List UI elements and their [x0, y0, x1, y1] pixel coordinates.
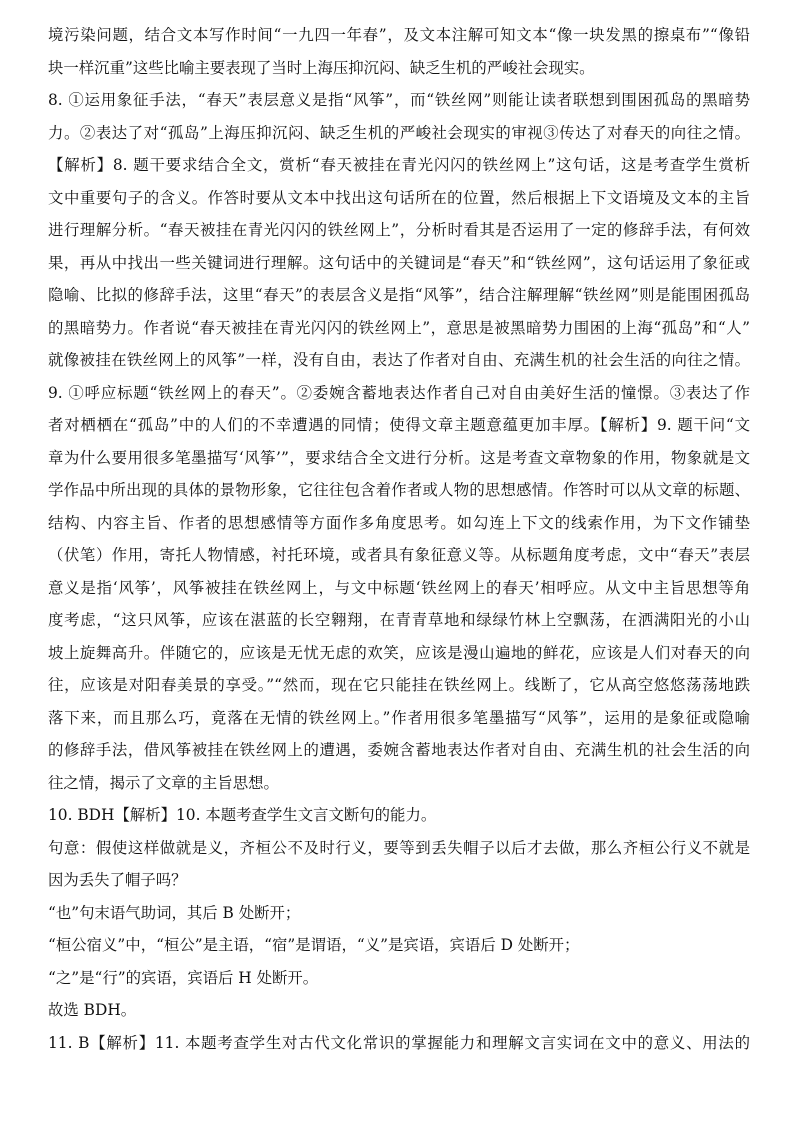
text-line: “之”是“行”的宾语，宾语后 H 处断开。 — [48, 968, 319, 987]
text-line: 进行理解分析。“春天被挂在青光闪闪的铁丝网上”，分析时看其是否运用了一定的修辞手法，有何效 — [48, 221, 750, 239]
text-line: 因为丢失了帽子吗？ — [48, 871, 187, 889]
text-line: 往之情，揭示了文章的主旨思想。 — [48, 773, 279, 792]
text-line: 果，再从中找出一些关键词进行理解。这句话中的关键词是“春天”和“铁丝网”，这句话运用了象征或 — [48, 253, 750, 272]
answer-text-body — [48, 19, 750, 1059]
text-line: 落下来，而且那么巧，竟落在无情的铁丝网上。”作者用很多笔墨描写“风筝”，运用的是象征或隐喻 — [48, 708, 750, 727]
text-line: 境污染问题，结合文本写作时间“一九四一年春”，及文本注解可知文本“像一块发黑的擦桌布”“像铅 — [48, 26, 750, 44]
text-line: 意义是指‘风筝’，风筝被挂在铁丝网上，与文中标题‘铁丝网上的春天’相呼应。从文中主旨思想等角 — [48, 578, 750, 597]
text-line: 学作品中所出现的具体的景物形象，它往往包含着作者或人物的思想感情。作答时可以从文章的标题、 — [48, 481, 750, 499]
text-line: 者对栖栖在“孤岛”中的人们的不幸遭遇的同情；使得文章主题意蕴更加丰厚。【解析】9. 题干问“文 — [48, 416, 750, 434]
text-line: 力。②表达了对“孤岛”上海压抑沉闷、缺乏生机的严峻社会现实的审视③传达了对春天的向往之情。 — [48, 123, 750, 142]
text-line: 的黑暗势力。作者说“春天被挂在青光闪闪的铁丝网上”，意思是被黑暗势力围困的上海“孤岛”和“人” — [48, 318, 750, 337]
text-line: 块一样沉重”这些比喻主要表现了当时上海压抑沉闷、缺乏生机的严峻社会现实。 — [48, 58, 595, 77]
text-line: 就像被挂在铁丝网上的风筝”一样，没有自由，表达了作者对自由、充满生机的社会生活的向往之情。 — [48, 351, 750, 369]
text-line: 文中重要句子的含义。作答时要从文本中找出这句话所在的位置，然后根据上下文语境及文本的主旨 — [48, 188, 750, 207]
text-line: “桓公宿义”中，“桓公”是主语，“宿”是谓语，“义”是宾语，宾语后 D 处断开； — [48, 936, 580, 954]
text-line: 隐喻、比拟的修辞手法，这里“春天”的表层含义是指“风筝”，结合注解理解“铁丝网”则是能围困孤岛 — [48, 286, 750, 304]
text-line: 的修辞手法，借风筝被挂在铁丝网上的遭遇，委婉含蓄地表达作者对自由、充满生机的社会生活的向 — [48, 741, 750, 759]
text-line: 8. ①运用象征手法，“春天”表层意义是指“风筝”，而“铁丝网”则能让读者联想到围困孤岛的黑暗势 — [48, 91, 750, 109]
text-line: 10. BDH【解析】10. 本题考查学生文言文断句的能力。 — [48, 806, 437, 824]
text-line: “也”句末语气助词，其后 B 处断开； — [48, 903, 301, 922]
text-line: 往，应该是对阳春美景的享受。”“然而，现在它只能挂在铁丝网上。线断了，它从高空悠悠荡荡地跌 — [48, 676, 750, 694]
text-line: 句意：假使这样做就是义，齐桓公不及时行义，要等到丢失帽子以后才去做，那么齐桓公行义不就是 — [48, 838, 750, 857]
text-line: 【解析】8. 题干要求结合全文，赏析“春天被挂在青光闪闪的铁丝网上”这句话，这是考查学生赏析 — [48, 156, 750, 174]
text-line: 11. B【解析】11. 本题考查学生对古代文化常识的掌握能力和理解文言实词在文中的意义、用法的 — [48, 1033, 750, 1052]
text-line: （伏笔）作用，寄托人物情感，衬托环境，或者具有象征意义等。从标题角度考虑，文中“春天”表层 — [48, 546, 750, 564]
text-line: 度考虑，“这只风筝，应该在湛蓝的长空翱翔，在青青草地和绿绿竹林上空飘荡，在洒满阳光的小山 — [48, 611, 750, 629]
text-line: 9. ①呼应标题“铁丝网上的春天”。②委婉含蓄地表达作者自己对自由美好生活的憧憬。③表达了作 — [48, 383, 750, 402]
text-line: 章为什么要用很多笔墨描写‘风筝’”，要求结合全文进行分析。这是考查文章物象的作用，物象就是文 — [48, 448, 750, 467]
text-line: 结构、内容主旨、作者的思想感情等方面作多角度思考。如勾连上下文的线索作用，为下文作铺垫 — [48, 513, 750, 532]
text-line: 故选 BDH。 — [48, 1001, 137, 1019]
text-line: 坡上旋舞高升。伴随它的，应该是无忧无虑的欢笑，应该是漫山遍地的鲜花，应该是人们对春天的向 — [48, 643, 750, 662]
